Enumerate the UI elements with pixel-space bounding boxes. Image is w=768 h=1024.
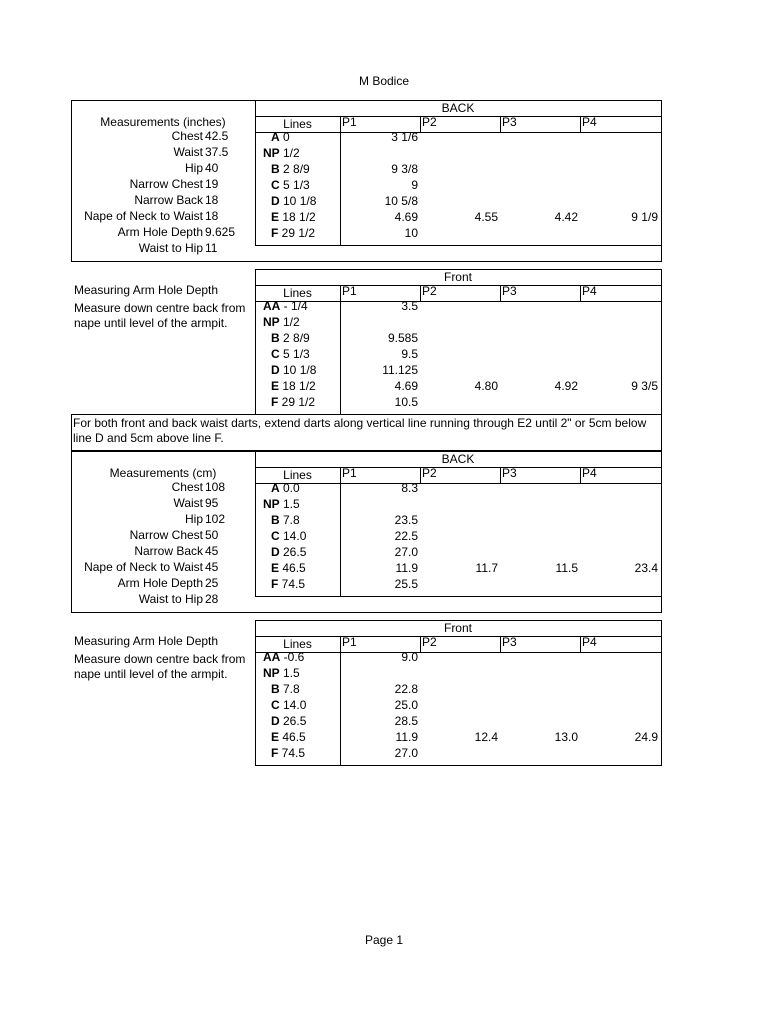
table-row (255, 545, 661, 561)
table-rule (71, 612, 255, 613)
line-value: 46.5 (279, 730, 306, 744)
table-rule (255, 765, 661, 766)
line-label (263, 650, 318, 665)
line-value: 26.5 (279, 714, 307, 728)
line-value: 26.5 (279, 545, 307, 559)
table-rule (71, 261, 255, 262)
table-row (255, 395, 661, 411)
line-label (271, 194, 326, 209)
table-rule (255, 596, 661, 597)
column-header: P4 (582, 466, 597, 480)
line-key: F (271, 226, 279, 240)
measurement-label: Chest (171, 480, 203, 494)
table-rule (71, 100, 255, 101)
cell-p1: 10.5 (394, 395, 418, 409)
cell-p2: 12.4 (474, 730, 498, 744)
table-rule (661, 596, 662, 613)
column-header: P2 (422, 635, 437, 649)
measurement-label: Waist to Hip (138, 592, 203, 606)
line-value: 14.0 (279, 698, 307, 712)
line-label (271, 178, 326, 193)
table-row (255, 497, 661, 513)
measurement-label: Arm Hole Depth (117, 576, 203, 590)
line-value: 29 1/2 (278, 226, 316, 240)
column-header: P3 (502, 635, 517, 649)
line-value: 29 1/2 (278, 395, 316, 409)
cell-p1: 11.9 (395, 730, 418, 744)
cell-p1: 9.5 (401, 347, 418, 361)
measurement-value: 50 (205, 528, 219, 542)
cell-p2: 4.55 (474, 210, 498, 224)
line-key: NP (263, 315, 280, 329)
line-value: 74.5 (278, 746, 306, 760)
table-row (255, 162, 661, 178)
table-row (255, 650, 661, 666)
cell-p2: 11.7 (475, 561, 498, 575)
line-value: - 1/4 (280, 299, 308, 313)
cell-p1: 9.0 (401, 650, 418, 664)
cell-p1: 10 (404, 226, 418, 240)
cell-p1: 11.9 (395, 561, 418, 575)
line-key: B (271, 682, 280, 696)
column-header: P2 (422, 466, 437, 480)
table-rule (661, 269, 662, 415)
line-label (271, 730, 326, 745)
table-row (255, 315, 661, 331)
measurement-label: Nape of Neck to Waist (84, 209, 203, 223)
column-header: P3 (502, 284, 517, 298)
measurement-label: Waist (173, 496, 203, 510)
cell-p1: 25.5 (394, 577, 418, 591)
line-value: 14.0 (279, 529, 307, 543)
line-label (271, 698, 326, 713)
line-label (271, 379, 326, 394)
line-key: D (271, 714, 280, 728)
table-row (255, 146, 661, 162)
line-key: D (271, 545, 280, 559)
line-key: D (271, 363, 280, 377)
table-row (255, 130, 661, 146)
column-header: Lines (283, 286, 312, 300)
table-rule (661, 245, 662, 262)
line-value: 0.0 (279, 481, 300, 495)
line-label (271, 746, 326, 761)
cell-p1: 8.3 (401, 481, 418, 495)
measurement-label: Hip (184, 512, 203, 526)
table-row (255, 529, 661, 545)
page-title: M Bodice (358, 74, 410, 88)
line-label (271, 682, 326, 697)
line-value: 74.5 (278, 577, 306, 591)
column-header: P4 (582, 284, 597, 298)
measurement-label: Hip (184, 161, 203, 175)
measurement-label: Waist (173, 145, 203, 159)
line-label (271, 481, 326, 496)
arm-hole-note-body: Measure down centre back from nape until level of the armpit. (74, 301, 246, 330)
measurement-value: 95 (205, 496, 219, 510)
table-row (255, 513, 661, 529)
line-label (271, 577, 326, 592)
cell-p1: 11.125 (382, 363, 418, 377)
cell-p1: 28.5 (394, 714, 418, 728)
line-label (271, 395, 326, 410)
line-key: C (271, 529, 280, 543)
column-header: P1 (342, 466, 357, 480)
column-header: P2 (422, 284, 437, 298)
line-key: E (271, 730, 280, 744)
measurement-value: 45 (205, 560, 219, 574)
line-key: NP (263, 146, 280, 160)
measurement-value: 108 (205, 480, 226, 494)
table-row (255, 210, 661, 226)
measurement-value: 45 (205, 544, 219, 558)
line-key: D (271, 194, 280, 208)
table-row (255, 363, 661, 379)
table-rule (71, 414, 661, 415)
cell-p3: 11.5 (555, 561, 578, 575)
line-value: 18 1/2 (279, 379, 316, 393)
line-value: 18 1/2 (279, 210, 316, 224)
cell-p1: 9 3/8 (391, 162, 418, 176)
line-value: 5 1/3 (279, 178, 310, 192)
cell-p4: 24.9 (634, 730, 658, 744)
table-row (255, 682, 661, 698)
measurement-label: Arm Hole Depth (117, 225, 203, 239)
darts-note: For both front and back waist darts, extend darts along vertical line running through E2 until 2" or 5cm below line D and 5cm above line F. (73, 416, 647, 445)
line-key: E (271, 561, 280, 575)
measurement-value: 18 (205, 193, 219, 207)
line-value: 1/2 (279, 315, 300, 329)
cell-p3: 4.42 (554, 210, 578, 224)
line-label (271, 529, 326, 544)
cell-p1: 4.69 (394, 379, 418, 393)
measurement-label: Narrow Back (134, 193, 203, 207)
table-title: Front (443, 621, 472, 635)
line-value: 2 8/9 (279, 162, 310, 176)
line-label (263, 497, 318, 512)
measurement-value: 25 (205, 576, 219, 590)
table-row (255, 226, 661, 242)
measurement-label: Narrow Chest (129, 177, 203, 191)
line-key: AA (263, 650, 281, 664)
cell-p1: 9 (411, 178, 418, 192)
line-value: 1.5 (279, 497, 300, 511)
line-label (263, 666, 318, 681)
line-key: E (271, 379, 280, 393)
column-header: P3 (502, 466, 517, 480)
cell-p1: 3 1/6 (391, 130, 418, 144)
line-key: F (271, 577, 279, 591)
measurement-label: Nape of Neck to Waist (84, 560, 203, 574)
cell-p4: 9 3/5 (631, 379, 658, 393)
measurements-header: Measurements (inches) (100, 115, 226, 129)
measurement-label: Narrow Chest (129, 528, 203, 542)
line-key: C (271, 178, 280, 192)
table-rule (255, 245, 661, 246)
measurement-label: Waist to Hip (138, 241, 203, 255)
line-key: C (271, 698, 280, 712)
table-row (255, 331, 661, 347)
measurement-value: 9.625 (205, 225, 236, 239)
line-label (271, 130, 326, 145)
column-header: P4 (582, 635, 597, 649)
measurement-value: 40 (205, 161, 219, 175)
cell-p1: 22.5 (394, 529, 418, 543)
line-value: 1.5 (279, 666, 300, 680)
line-label (271, 162, 326, 177)
line-label (271, 545, 326, 560)
line-label (271, 210, 326, 225)
table-title: BACK (441, 101, 475, 115)
column-header: Lines (283, 468, 312, 482)
line-label (263, 299, 318, 314)
table-rule (71, 414, 72, 451)
line-value: 0 (279, 130, 290, 144)
line-key: B (271, 162, 280, 176)
column-header: P1 (342, 284, 357, 298)
cell-p1: 27.0 (394, 545, 418, 559)
table-rule (661, 620, 662, 766)
table-title: BACK (441, 452, 475, 466)
cell-p1: 23.5 (394, 513, 418, 527)
measurement-value: 19 (205, 177, 219, 191)
table-row (255, 714, 661, 730)
table-row (255, 178, 661, 194)
column-header: Lines (283, 117, 312, 131)
arm-hole-note-title: Measuring Arm Hole Depth (74, 634, 219, 648)
line-value: 1/2 (279, 146, 300, 160)
line-label (271, 331, 326, 346)
line-key: E (271, 210, 280, 224)
table-rule (661, 414, 662, 451)
arm-hole-note-body: Measure down centre back from nape until level of the armpit. (74, 652, 246, 681)
cell-p3: 4.92 (554, 379, 578, 393)
line-value: 10 1/8 (279, 363, 317, 377)
cell-p1: 22.8 (394, 682, 418, 696)
measurement-value: 37.5 (205, 145, 229, 159)
measurement-value: 18 (205, 209, 219, 223)
cell-p1: 4.69 (394, 210, 418, 224)
line-key: B (271, 331, 280, 345)
column-header: P1 (342, 115, 357, 129)
line-label (263, 315, 318, 330)
table-row (255, 698, 661, 714)
cell-p1: 9.585 (387, 331, 418, 345)
table-rule (71, 451, 255, 452)
cell-p1: 3.5 (401, 299, 418, 313)
line-key: B (271, 513, 280, 527)
measurement-value: 102 (205, 512, 226, 526)
measurements-header: Measurements (cm) (109, 466, 217, 480)
line-key: C (271, 347, 280, 361)
cell-p1: 27.0 (394, 746, 418, 760)
measurement-value: 42.5 (205, 129, 229, 143)
table-row (255, 561, 661, 577)
line-label (271, 561, 326, 576)
table-row (255, 666, 661, 682)
table-rule (255, 261, 661, 262)
column-header: P1 (342, 635, 357, 649)
line-value: 2 8/9 (279, 331, 310, 345)
measurement-label: Chest (171, 129, 203, 143)
cell-p2: 4.80 (474, 379, 498, 393)
table-rule (661, 100, 662, 246)
line-label (271, 347, 326, 362)
line-key: NP (263, 666, 280, 680)
line-key: A (271, 481, 280, 495)
column-header: P2 (422, 115, 437, 129)
line-key: F (271, 746, 279, 760)
cell-p1: 25.0 (394, 698, 418, 712)
table-row (255, 347, 661, 363)
arm-hole-note-title: Measuring Arm Hole Depth (74, 283, 219, 297)
line-label (271, 226, 326, 241)
table-rule (661, 451, 662, 597)
column-header: P3 (502, 115, 517, 129)
line-key: NP (263, 497, 280, 511)
line-value: 10 1/8 (279, 194, 317, 208)
line-label (271, 714, 326, 729)
cell-p4: 23.4 (634, 561, 658, 575)
line-value: 5 1/3 (279, 347, 310, 361)
cell-p4: 9 1/9 (631, 210, 658, 224)
measurement-value: 11 (205, 241, 218, 255)
measurement-label: Narrow Back (134, 544, 203, 558)
table-row (255, 730, 661, 746)
table-row (255, 577, 661, 593)
line-key: AA (263, 299, 281, 313)
line-value: 46.5 (279, 561, 306, 575)
table-row (255, 194, 661, 210)
line-label (263, 146, 318, 161)
table-rule (255, 612, 661, 613)
line-label (271, 513, 326, 528)
column-header: Lines (283, 637, 312, 651)
page-footer: Page 1 (364, 933, 404, 947)
line-value: 7.8 (279, 682, 300, 696)
line-label (271, 363, 326, 378)
line-key: F (271, 395, 279, 409)
line-key: A (271, 130, 280, 144)
table-title: Front (443, 270, 472, 284)
cell-p3: 13.0 (554, 730, 578, 744)
column-header: P4 (582, 115, 597, 129)
table-row (255, 481, 661, 497)
table-row (255, 299, 661, 315)
measurement-value: 28 (205, 592, 219, 606)
table-row (255, 746, 661, 762)
table-row (255, 379, 661, 395)
line-value: 7.8 (279, 513, 300, 527)
line-value: -0.6 (280, 650, 305, 664)
cell-p1: 10 5/8 (384, 194, 418, 208)
